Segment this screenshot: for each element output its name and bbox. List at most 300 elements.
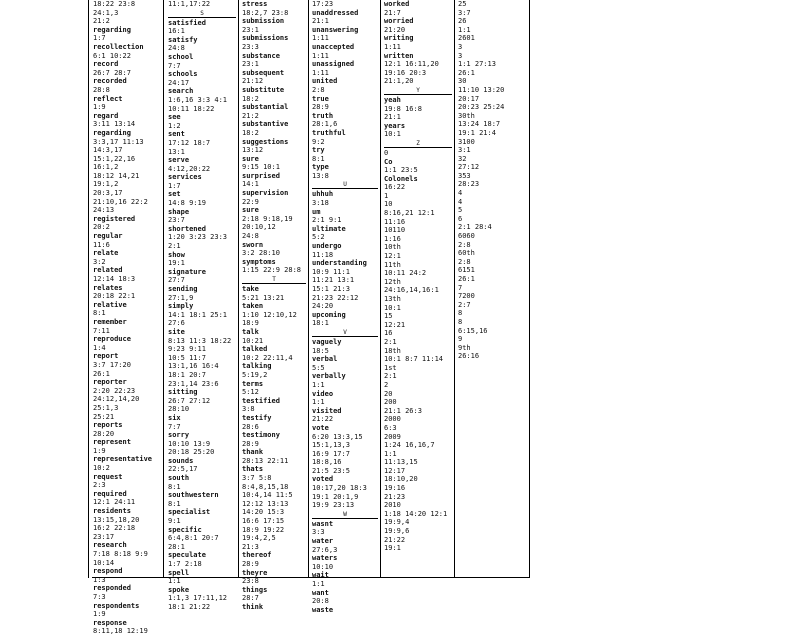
index-term: Colonels <box>384 174 418 183</box>
page-references: 15:1,22,16 <box>93 154 136 163</box>
page-references: 7 <box>458 283 463 292</box>
index-term: suggestions <box>242 137 289 146</box>
page-references: 28:20 <box>93 429 115 438</box>
index-term: satisfy <box>168 35 198 44</box>
page-references: 14:20 15:3 <box>242 508 285 517</box>
index-term: voted <box>312 475 334 484</box>
page-references: 10:1 <box>384 303 401 312</box>
page-references: 21:22 <box>384 535 406 544</box>
index-term: school <box>168 52 194 61</box>
page-references: 21:3 <box>242 542 259 551</box>
index-term: unaccepted <box>312 42 355 51</box>
letter-heading: V <box>312 329 378 337</box>
index-term: water <box>312 537 334 546</box>
index-term: submission <box>242 17 285 26</box>
page-references: 6:3 <box>384 423 397 432</box>
index-term: represent <box>93 438 131 447</box>
page-references: 2:1 28:4 <box>458 223 492 232</box>
page-references: 28:8 <box>93 85 110 94</box>
page-references: 21:2 <box>242 111 259 120</box>
page-references: 10:11 18:22 <box>168 104 215 113</box>
index-term: vaguely <box>312 337 342 346</box>
index-term: record <box>93 60 119 69</box>
index-term: waters <box>312 554 338 563</box>
page-references: 13:15,18,20 <box>93 515 140 524</box>
page-references: 28:10 <box>168 405 190 414</box>
page-references: 27:12 <box>458 163 480 172</box>
page-references: 23:3 <box>242 42 259 51</box>
index-term: required <box>93 489 127 498</box>
page-references: 10:17,20 18:3 <box>312 484 367 493</box>
page-references: 22:9 <box>242 197 259 206</box>
page-references: 14:3,17 <box>93 146 123 155</box>
index-term: visited <box>312 406 342 415</box>
page-references: 19:1 21:4 <box>458 128 496 137</box>
index-term: video <box>312 389 334 398</box>
page-references: 8 <box>458 309 463 318</box>
page-references: 6:15,16 <box>458 326 488 335</box>
page-references: 5:2 <box>312 233 325 242</box>
page-references: 16 <box>384 329 393 338</box>
page-references: 28:6 <box>242 422 259 431</box>
column-divider <box>308 0 309 578</box>
letter-heading: S <box>168 10 236 18</box>
page-references: 23:8 <box>242 577 259 586</box>
page-references: 1:1 <box>312 380 325 389</box>
index-term: satisfied <box>168 18 206 27</box>
page-references: 18:1 20:7 <box>168 370 206 379</box>
index-term: spell <box>168 568 190 577</box>
page-references: 2:8 <box>312 85 325 94</box>
index-term: signature <box>168 267 206 276</box>
index-term: symptoms <box>242 257 276 266</box>
page-references: 30th <box>458 111 475 120</box>
index-page <box>88 0 530 636</box>
page-references: 1:11 <box>312 51 329 60</box>
page-references: 11:16 <box>384 217 406 226</box>
page-references: 10:21 <box>242 336 264 345</box>
page-references: 20:10,12 <box>242 223 276 232</box>
page-references: 28:1 <box>168 542 185 551</box>
index-term: sent <box>168 130 185 139</box>
index-term: regarding <box>93 128 131 137</box>
index-term: regard <box>93 111 119 120</box>
index-term: want <box>312 588 329 597</box>
index-term: talked <box>242 345 268 354</box>
page-references: 3:11 13:14 <box>93 120 136 129</box>
index-term: talk <box>242 327 259 336</box>
index-term: reflect <box>93 94 123 103</box>
index-term: recollection <box>93 42 144 51</box>
index-term: taken <box>242 302 264 311</box>
page-references: 1st <box>384 363 397 372</box>
page-references: 2009 <box>384 432 401 441</box>
index-term: research <box>93 541 127 550</box>
page-references: 6:20 13:3,15 <box>312 432 363 441</box>
column-divider <box>454 0 455 578</box>
index-term: things <box>242 585 268 594</box>
index-term: testimony <box>242 431 280 440</box>
page-references: 24:16,14,16:1 <box>384 286 439 295</box>
page-references: 12:14 18:3 <box>93 275 136 283</box>
page-references: 1:6,16 3:3 4:1 <box>168 95 228 104</box>
page-references: 21:5 23:5 <box>312 466 350 475</box>
page-references: 26 <box>458 17 467 26</box>
page-references: 1 <box>384 191 389 200</box>
index-term: regular <box>93 232 123 241</box>
index-term: relate <box>93 249 119 258</box>
page-references: 1:11 <box>312 68 329 77</box>
page-references: 16:9 17:7 <box>312 449 350 458</box>
page-references: 1:1 <box>458 25 471 34</box>
page-references: 28:13 22:11 <box>242 456 289 465</box>
index-term: unanswering <box>312 25 359 34</box>
page-references: 1:20 3:23 23:3 <box>168 233 228 242</box>
index-term: sitting <box>168 388 198 397</box>
page-references: 7:7 <box>168 422 181 431</box>
page-references: 23:1 <box>242 25 259 34</box>
page-references: 1:1 <box>312 580 325 588</box>
page-references: 22:5,17 <box>168 465 198 474</box>
index-term: try <box>312 146 325 155</box>
index-term: subsequent <box>242 68 285 77</box>
index-term: speculate <box>168 551 206 560</box>
page-references: 9:2 <box>312 137 325 146</box>
page-references: 27:7 <box>168 276 185 285</box>
letter-heading: U <box>312 181 378 189</box>
page-references: 3:7 5:8 <box>242 474 272 483</box>
page-references: 8:4,8,15,18 <box>242 482 289 491</box>
page-references: 3 <box>458 42 463 51</box>
page-references: 1:1 <box>312 398 325 407</box>
page-references: 1:1,3 17:11,12 <box>168 594 228 603</box>
index-term: relates <box>93 283 123 292</box>
page-references: 16:1,2 <box>93 163 119 172</box>
index-term: theyre <box>242 568 268 577</box>
page-references: 19:4,2,5 <box>242 534 276 543</box>
index-term: Co <box>384 157 393 166</box>
page-references: 21:1 <box>312 17 329 26</box>
index-term: submissions <box>242 34 289 43</box>
page-references: 15:1,13,3 <box>312 441 350 450</box>
page-references: 10:2 22:11,4 <box>242 353 293 362</box>
page-references: 2601 <box>458 34 475 43</box>
index-term: shortened <box>168 224 206 233</box>
page-references: 25:1,3 <box>93 403 119 412</box>
index-term: ultimate <box>312 224 346 233</box>
page-references: 2:1 <box>168 242 181 251</box>
page-references: 8:1 <box>93 309 106 318</box>
page-references: 15:1 21:3 <box>312 285 350 293</box>
page-references: 200 <box>384 398 397 407</box>
page-references: 1:1 27:13 <box>458 60 496 69</box>
index-term: thank <box>242 448 264 457</box>
page-references: 2000 <box>384 415 401 424</box>
index-term: testified <box>242 396 280 405</box>
page-references: 0 <box>384 148 389 157</box>
index-term: sure <box>242 206 259 215</box>
page-references: 1:9 <box>93 103 106 112</box>
page-references: 32 <box>458 154 467 163</box>
page-references: 18th <box>384 346 401 355</box>
page-references: 18:9 19:22 <box>242 525 285 534</box>
index-term: show <box>168 250 185 259</box>
index-term: site <box>168 327 185 336</box>
page-references: 6:4,8:1 20:7 <box>168 534 219 543</box>
page-references: 19:16 <box>384 484 406 493</box>
page-references: 26:1 <box>93 369 110 378</box>
page-references: 18:8,16 <box>312 458 342 467</box>
page-references: 18:10,20 <box>384 475 418 484</box>
index-term: substantial <box>242 103 289 112</box>
index-term: sure <box>242 154 259 163</box>
page-references: 21:23 <box>384 492 406 501</box>
page-references: 1:24 16,16,7 <box>384 441 435 450</box>
page-references: 24:8 <box>168 44 185 53</box>
index-term: reporter <box>93 378 127 387</box>
page-references: 14:1 <box>242 180 259 189</box>
page-references: 18:2,7 23:8 <box>242 8 289 17</box>
page-references: 19:8 16:8 <box>384 104 422 113</box>
index-term: thereof <box>242 551 272 560</box>
page-references: 3:2 28:10 <box>242 249 280 258</box>
page-references: 10:14 <box>93 558 115 567</box>
page-references: 3 <box>458 51 463 60</box>
page-references: 28:9 <box>312 103 329 112</box>
page-references: 3:18 <box>312 199 329 208</box>
page-references: 1:7 2:18 <box>168 560 202 568</box>
column-divider <box>88 0 89 578</box>
index-term: understanding <box>312 259 367 268</box>
page-references: 1:1 23:5 <box>384 166 418 175</box>
index-term: reports <box>93 421 123 430</box>
index-term: upcoming <box>312 310 346 319</box>
page-references: 21:2 <box>93 17 110 26</box>
index-term: verbally <box>312 372 346 381</box>
index-term: years <box>384 121 406 130</box>
index-term: search <box>168 87 194 96</box>
page-references: 14:8 9:19 <box>168 199 206 208</box>
page-references: 5:19,2 <box>242 370 268 379</box>
column-divider <box>529 0 530 578</box>
index-column-6 <box>458 0 528 361</box>
page-references: 1:3 <box>93 575 106 584</box>
page-references: 26:7 28:7 <box>93 68 131 77</box>
page-references: 21:22 <box>312 415 334 424</box>
letter-heading: Z <box>384 140 452 148</box>
page-references: 18:1 <box>312 319 329 328</box>
page-references: 18:9 <box>242 319 259 328</box>
index-term: substantive <box>242 120 289 129</box>
index-term: take <box>242 285 259 293</box>
page-references: 9:1 <box>168 517 181 526</box>
index-term: substitute <box>242 85 285 94</box>
page-references: 12:17 <box>384 466 406 475</box>
index-column-3 <box>242 0 306 612</box>
page-references: 12:1 24:11 <box>93 498 136 507</box>
page-references: 23:7 <box>168 216 185 225</box>
page-references: 9:15 10:1 <box>242 163 280 172</box>
page-references: 10:10 13:9 <box>168 439 211 448</box>
page-references: 23:1,14 23:6 <box>168 379 219 388</box>
page-references: 12th <box>384 277 401 286</box>
page-references: 1:11 <box>384 42 401 51</box>
page-references: 21:10,16 22:2 <box>93 197 148 206</box>
column-divider <box>238 0 239 578</box>
page-references: 27:6,3 <box>312 545 338 554</box>
page-references: 27:1,9 <box>168 293 194 302</box>
index-term: vote <box>312 423 329 432</box>
page-bottom-rule <box>92 577 530 578</box>
page-references: 1:18 14:20 12:1 <box>384 509 448 518</box>
page-references: 24:1,3 <box>93 8 119 17</box>
page-references: 3:7 <box>458 8 471 17</box>
page-references: 5:21 13:21 <box>242 293 285 302</box>
page-references: 28:7 <box>242 594 259 603</box>
page-references: 16:6 17:15 <box>242 517 285 526</box>
page-references: 60th <box>458 249 475 258</box>
page-references: 21:7 <box>384 8 401 17</box>
page-references: 18:5 <box>312 346 329 355</box>
page-references: 7:7 <box>168 61 181 70</box>
page-references: 24:20 <box>312 302 334 311</box>
page-references: 27:6 <box>168 319 185 328</box>
index-term: specific <box>168 525 202 534</box>
index-term: writing <box>384 34 414 43</box>
page-references: 2:3 <box>93 481 106 490</box>
page-references: 1:1 <box>168 577 181 586</box>
page-references: 19:1 <box>384 544 401 553</box>
page-references: 1:1 <box>384 449 397 458</box>
index-term: respondents <box>93 601 140 610</box>
page-references: 2:7 <box>458 300 471 309</box>
index-term: respond <box>93 567 123 576</box>
page-references: 2:1 <box>384 372 397 381</box>
page-references: 1:4 <box>93 343 106 352</box>
page-references: 10:1 <box>384 130 401 139</box>
page-references: 10:10 <box>312 562 334 571</box>
index-term: reproduce <box>93 335 131 344</box>
page-references: 10:11 24:2 <box>384 269 427 278</box>
page-references: 3:3,17 11:13 <box>93 137 144 146</box>
page-references: 8:16,21 12:1 <box>384 209 435 218</box>
index-term: response <box>93 618 127 627</box>
page-references: 1:7 <box>93 34 106 43</box>
page-references: 19:1 20:1,9 <box>312 492 359 501</box>
page-references: 3:1 <box>458 146 471 155</box>
page-references: 7:18 8:18 9:9 <box>93 550 148 558</box>
page-references: 24:17 <box>168 78 190 87</box>
page-references: 2 <box>384 380 389 389</box>
page-references: 10th <box>384 243 401 252</box>
index-term: shape <box>168 207 190 216</box>
page-references: 20:18 22:1 <box>93 292 136 301</box>
page-references: 16:22 <box>384 183 406 192</box>
index-term: representative <box>93 455 153 464</box>
page-references: 9:23 9:11 <box>168 345 206 354</box>
index-term: unassigned <box>312 60 355 69</box>
index-term: spoke <box>168 585 190 594</box>
page-references: 6 <box>458 214 463 223</box>
page-references: 23:1 <box>242 60 259 69</box>
page-references: 1:9 <box>93 446 106 455</box>
page-references: 14:1 18:1 25:1 <box>168 310 228 319</box>
page-references: 18:22 23:8 <box>93 0 136 8</box>
page-references: 11:1,17:22 <box>168 0 211 8</box>
page-references: 10:4,14 11:5 <box>242 491 293 500</box>
index-term: unaddressed <box>312 8 359 17</box>
index-term: type <box>312 163 329 172</box>
letter-heading: Y <box>384 87 452 95</box>
column-divider <box>380 0 381 578</box>
index-term: worried <box>384 17 414 26</box>
page-references: 28:9 <box>242 439 259 448</box>
index-term: waste <box>312 605 334 614</box>
page-references: 10:2 <box>93 464 110 473</box>
index-term: undergo <box>312 242 342 251</box>
page-references: 1:15 22:9 28:8 <box>242 266 302 275</box>
index-term: registered <box>93 214 136 223</box>
page-references: 16:2 22:18 <box>93 524 136 533</box>
page-references: 21:1,20 <box>384 77 414 86</box>
page-references: 25 <box>458 0 467 8</box>
page-references: 1:11 <box>312 34 329 43</box>
page-references: 7:3 <box>93 592 106 601</box>
index-term: written <box>384 51 414 60</box>
page-references: 12:1 16:11,20 <box>384 60 439 69</box>
page-references: 18:12 14,21 <box>93 171 140 180</box>
index-term: south <box>168 474 190 483</box>
index-term: wasnt <box>312 519 334 528</box>
page-references: 10 <box>384 200 393 209</box>
page-references: 12:12 13:13 <box>242 499 289 508</box>
page-references: 5:12 <box>242 388 259 397</box>
page-references: 8:13 11:3 18:22 <box>168 336 232 345</box>
index-term: united <box>312 77 338 86</box>
page-references: 5:5 <box>312 363 325 372</box>
page-references: 7:11 <box>93 326 110 335</box>
page-references: 30 <box>458 77 467 86</box>
page-references: 13:24 18:7 <box>458 120 501 129</box>
page-references: 21:12 <box>242 77 264 86</box>
page-references: 11:18 <box>312 250 334 259</box>
page-references: 3:2 <box>93 257 106 266</box>
page-references: 10:9 11:1 <box>312 267 350 276</box>
page-references: 12:1 <box>384 252 401 261</box>
letter-heading: T <box>242 276 306 284</box>
page-references: 19:1,2 <box>93 180 119 189</box>
page-references: 20:23 25:24 <box>458 103 505 112</box>
page-references: 21:20 <box>384 25 406 34</box>
page-references: 20 <box>384 389 393 398</box>
index-term: stress <box>242 0 268 8</box>
page-references: 13th <box>384 295 401 303</box>
index-term: residents <box>93 507 131 516</box>
page-references: 2:8 <box>458 240 471 249</box>
page-references: 19:9 23:13 <box>312 501 355 510</box>
page-references: 4:12,20:22 <box>168 164 211 173</box>
page-references: 18:2 <box>242 94 259 103</box>
index-term: um <box>312 207 321 216</box>
page-references: 10110 <box>384 226 406 235</box>
index-term: truthful <box>312 128 346 137</box>
index-term: schools <box>168 70 198 79</box>
page-references: 26:1 <box>458 68 475 77</box>
page-references: 6060 <box>458 232 475 241</box>
page-references: 20:18 25:20 <box>168 448 215 457</box>
page-references: 20:2 <box>93 223 110 232</box>
page-references: 17:23 <box>312 0 334 8</box>
